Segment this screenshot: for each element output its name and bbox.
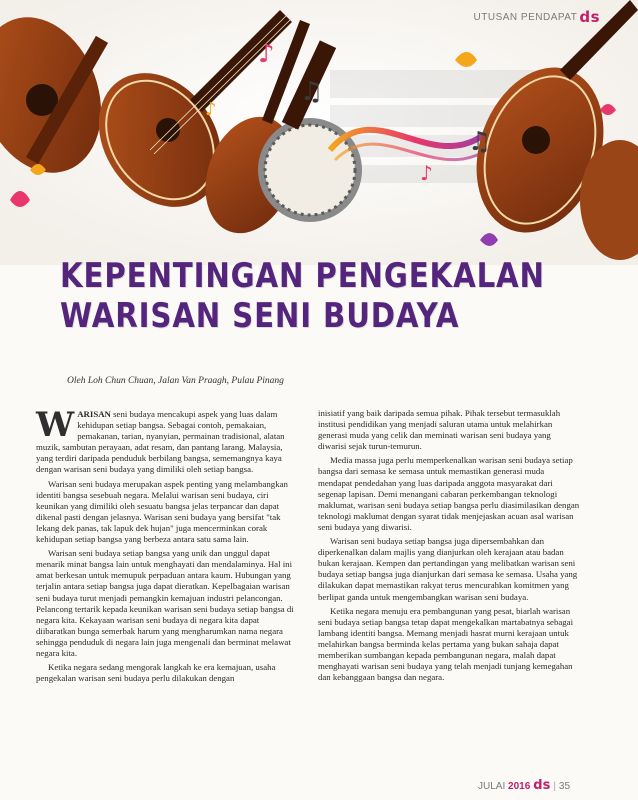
article-column-left xyxy=(36,405,294,687)
article-paragraph: Ketika negara menuju era pembangunan yang pesat, biarlah warisan seni budaya setiap bangsa tetap dapat mengekalkan martabatnya sebagai lambang identiti bangsa. Memang menjadi hasrat murni kerajaan untuk melahirkan bangsa berminda kelas pertama yang bukan sahaja dapat memberikan sumbangan kepada pembangunan negara, malah dapat menghayati warisan seni budaya yang telah menjadi tunjang kemegahan dan kebanggaan bangsa dan negara. xyxy=(318,605,574,683)
article-paragraph: inisiatif yang baik daripada semua pihak. Pihak tersebut termasuklah institusi pendidikan yang menjadi saluran utama untuk melahirkan generasi muda yang celik dan meminati warisan seni budaya yang diwarisi sejak turun-temurun. xyxy=(318,408,561,452)
footer-logo: ds xyxy=(533,778,551,793)
article-paragraph: Ketika negara sedang mengorak langkah ke era kemajuan, usaha pengekalan warisan seni budaya perlu dilakukan dengan xyxy=(36,662,276,684)
title-line-2: WARISAN SENI BUDAYA xyxy=(60,296,460,336)
article-paragraph xyxy=(36,405,294,476)
article-byline: Oleh Loh Chun Chuan, Jalan Van Praagh, Pulau Pinang xyxy=(67,376,284,386)
svg-text:♫: ♫ xyxy=(468,127,492,157)
section-header xyxy=(474,8,600,26)
lead-word: ARISAN xyxy=(77,409,111,419)
article-paragraph: Warisan seni budaya setiap bangsa yang unik dan unggul dapat menarik minat bangsa lain untuk menghayati dan mendalaminya. Hal ini amat berkesan untuk memupuk perpaduan antara kaum. Hubungan yang terjalin antara setiap bangsa juga dapat dieratkan. Kepelbagaian warisan seni budaya turut menjadi pemangkin kemajuan industri pelancongan. Pelancong tertarik kepada keunikan warisan seni budaya setiap bangsa di negara kita. Kekayaan warisan seni budaya di negara kita dapat diibaratkan bunga semerbak harum yang mengharumkan nama negara sehingga penduduk di negara lain juga mengenali dan berminat melawat negara kita. xyxy=(36,548,294,658)
article-paragraph: Warisan seni budaya setiap bangsa juga dipersembahkan dan diperkenalkan dalam majlis yang dianjurkan oleh kerajaan atau badan bukan kerajaan. Kempen dan pertandingan yang melibatkan warisan seni budaya setiap bangsa juga dianjurkan dari semasa ke semasa. Usaha yang dilakukan dapat memastikan rakyat terus mencurahkan komitmen yang berlipat ganda untuk mengembangkan warisan seni budaya. xyxy=(318,536,578,602)
title-line-1: KEPENTINGAN PENGEKALAN xyxy=(60,256,545,296)
svg-text:♪: ♪ xyxy=(420,161,433,185)
page-footer xyxy=(478,778,570,793)
svg-text:♫: ♫ xyxy=(300,77,324,107)
svg-text:♪: ♪ xyxy=(258,39,275,69)
music-instruments-illustration xyxy=(0,0,638,265)
svg-text:♪: ♪ xyxy=(205,99,217,120)
page-number: 35 xyxy=(558,781,571,792)
article-paragraph: Media massa juga perlu memperkenalkan warisan seni budaya setiap bangsa dari semasa ke semasa untuk memastikan generasi muda mendapat pendedahan yang luas daripada anggota masyarakat dari segenap lapisan. Demi menangani cabaran perkembangan teknologi maklumat, warisan seni budaya setiap bangsa perlu diasimilasikan dengan teknologi maklumat dengan syarat tidak menjejaskan acuan asal warisan seni budaya yang diwarisi. xyxy=(318,455,580,532)
article-column-right xyxy=(318,408,580,686)
issue-month: JULAI xyxy=(478,781,506,792)
hero-illustration xyxy=(0,0,638,265)
issue-year: 2016 xyxy=(508,781,531,792)
article-paragraph: Warisan seni budaya merupakan aspek penting yang melambangkan identiti bangsa sesebuah negara. Melalui warisan seni budaya, ciri keunikan yang dimiliki oleh sesuatu bangsa jelas terpancar dan dapat dikenal pasti dengan jelasnya. Warisan seni budaya yang bersifat "tak lekang dek panas, tak lapuk dek hujan" juga mencerminkan corak kehidupan setiap bangsa yang berbeza antara satu sama lain. xyxy=(36,478,288,545)
footer-separator: | xyxy=(553,781,556,792)
paragraph-text: seni budaya mencakupi aspek yang luas dalam kehidupan setiap bangsa. Sebagai contoh, pemakaian, pemakanan, tarian, nyanyian, permainan tradisional, alatan muzik, sambutan perayaan, adat resam, dan pantang larang. Malaysia, yang terdiri daripada penduduk berbilang bangsa, sememangnya kaya dengan warisan seni budaya yang dimiliki oleh setiap bangsa. xyxy=(36,409,285,475)
drop-cap: W xyxy=(36,405,75,445)
magazine-logo: ds xyxy=(579,8,600,26)
section-label: UTUSAN PENDAPAT xyxy=(473,12,578,23)
article-title xyxy=(60,256,545,336)
